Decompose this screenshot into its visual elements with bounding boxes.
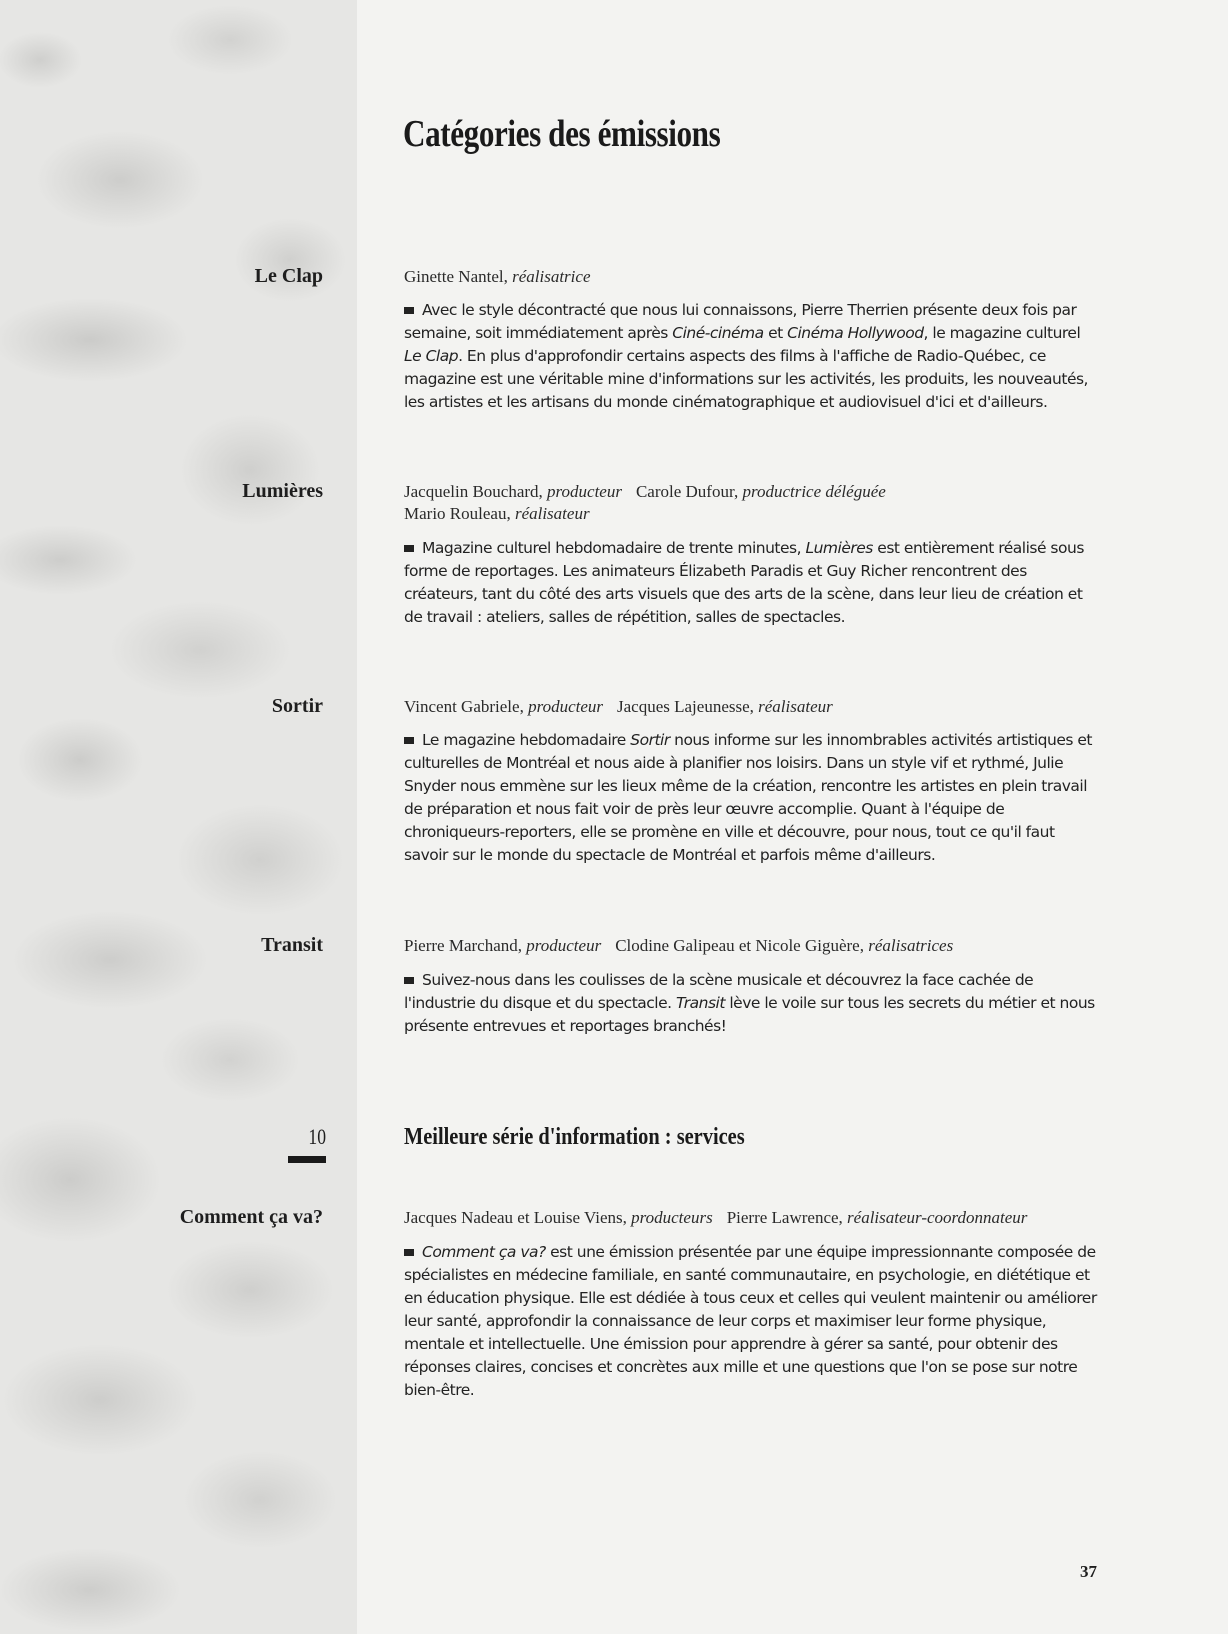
italic-title-text: Transit <box>676 994 725 1012</box>
section-label-sortir: Sortir <box>271 695 323 717</box>
section-label-lumieres: Lumières <box>242 480 323 502</box>
credits-comment-ca-va <box>404 1207 1104 1229</box>
square-bullet-icon <box>404 307 414 314</box>
section-label-transit: Transit <box>261 934 323 956</box>
credit-name: Jacques Nadeau et Louise Viens, <box>404 1208 632 1227</box>
body-text-run: nous informe sur les innombrables activités artistiques et culturelles de Montréal et nous aide à planifier nos loisirs. Dans un style vif et rythmé, Julie Snyder nous emmène sur les lieux même de la création, rencontre les artistes en plein travail de préparation et nous fait voir de près leur œuvre accomplie. Quant à l'équipe de chroniqueurs-reporters, elle se promène en ville et découvre, pour nous, tout ce qu'il faut savoir sur le monde du spectacle de Montréal et parfois même d'ailleurs. <box>404 731 1092 864</box>
credit-name: Jacques Lajeunesse, <box>617 697 759 716</box>
credits-sortir <box>404 696 1104 718</box>
italic-title-text: Lumières <box>805 539 873 557</box>
body-text-run: lève le voile sur tous les secrets du métier et nous présente entrevues et reportages branchés! <box>404 994 1095 1035</box>
square-bullet-icon <box>404 737 414 744</box>
description-transit <box>404 969 1100 1038</box>
credit-name: Pierre Lawrence, <box>726 1208 848 1227</box>
decorative-texture-band <box>0 0 357 1634</box>
credit-role: productrice déléguée <box>742 482 886 501</box>
credit-role: producteur <box>528 697 603 716</box>
body-text-run: , le magazine culturel <box>923 324 1081 342</box>
credit-name: Clodine Galipeau et Nicole Giguère, <box>615 936 869 955</box>
credit-name: Vincent Gabriele, <box>404 697 529 716</box>
body-text-run: est entièrement réalisé sous forme de reportages. Les animateurs Élizabeth Paradis et Guy Richer rencontrent des créateurs, tant du côté des arts visuels que des arts de la scène, dans leur lieu de création et de travail : ateliers, salles de répétition, salles de spectacles. <box>404 539 1084 626</box>
italic-title-text: Sortir <box>630 731 670 749</box>
category-number: 10 <box>308 1124 326 1149</box>
square-bullet-icon <box>404 545 414 552</box>
credit-role: réalisateur <box>514 504 590 523</box>
description-comment-ca-va <box>404 1241 1100 1402</box>
body-text-run: Le magazine hebdomadaire <box>422 731 631 749</box>
description-sortir <box>404 729 1100 867</box>
credit-name: Carole Dufour, <box>635 482 743 501</box>
credit-role: réalisateur <box>758 697 833 716</box>
page-title: Catégories des émissions <box>403 113 721 155</box>
section-label-comment-ca-va: Comment ça va? <box>179 1206 323 1228</box>
credit-name: Ginette Nantel, <box>404 267 513 286</box>
square-bullet-icon <box>404 1249 414 1256</box>
italic-title-text: Ciné-cinéma <box>672 324 764 342</box>
category-marker-bar <box>288 1156 326 1163</box>
credits-le-clap <box>404 266 1104 288</box>
italic-title-text: Cinéma Hollywood <box>787 324 924 342</box>
square-bullet-icon <box>404 977 414 984</box>
credit-role: producteur <box>547 482 622 501</box>
credit-role: réalisateur-coordonnateur <box>847 1208 1028 1227</box>
credit-name: Jacquelin Bouchard, <box>404 482 548 501</box>
credit-role: réalisatrices <box>868 936 954 955</box>
credit-name: Pierre Marchand, <box>404 936 527 955</box>
description-lumieres <box>404 537 1100 629</box>
credits-lumieres <box>404 481 1104 525</box>
section-label-le-clap: Le Clap <box>254 265 323 287</box>
body-text-run: Magazine culturel hebdomadaire de trente minutes, <box>422 539 806 557</box>
body-text-run: et <box>763 324 788 342</box>
category-heading: Meilleure série d'information : services <box>404 1124 745 1150</box>
description-le-clap <box>404 299 1100 414</box>
body-text-run: est une émission présentée par une équipe impressionnante composée de spécialistes en médecine familiale, en santé communautaire, en psychologie, en diététique et en éducation physique. Elle est dédiée à tous ceux et celles qui veulent maintenir ou améliorer leur santé, approfondir la connaissance de leur corps et maximiser leur forme physique, mentale et intellectuelle. Une émission pour apprendre à gérer sa santé, pour obtenir des réponses claires, concises et concrètes aux mille et une questions que l'on se pose sur notre bien-être. <box>404 1243 1097 1399</box>
italic-title-text: Le Clap <box>404 347 459 365</box>
italic-title-text: Comment ça va? <box>422 1243 546 1261</box>
body-text-run: Avec le style décontracté que nous lui connaissons, Pierre Therrien présente deux fois par semaine, soit immédiatement après <box>404 301 1077 342</box>
body-text-run: . En plus d'approfondir certains aspects des films à l'affiche de Radio-Québec, ce magazine est une véritable mine d'informations sur les activités, les produits, les nouveautés, les artistes et les artisans du monde cinématographique et audiovisuel d'ici et d'ailleurs. <box>404 347 1088 411</box>
credit-name: Mario Rouleau, <box>404 504 515 523</box>
credit-role: producteurs <box>631 1208 713 1227</box>
body-text-run: Suivez-nous dans les coulisses de la scène musicale et découvrez la face cachée de l'industrie du disque et du spectacle. <box>404 971 1034 1012</box>
page-number: 37 <box>1080 1562 1097 1581</box>
credit-role: réalisatrice <box>512 267 591 286</box>
credit-role: producteur <box>526 936 602 955</box>
credits-transit <box>404 935 1104 957</box>
